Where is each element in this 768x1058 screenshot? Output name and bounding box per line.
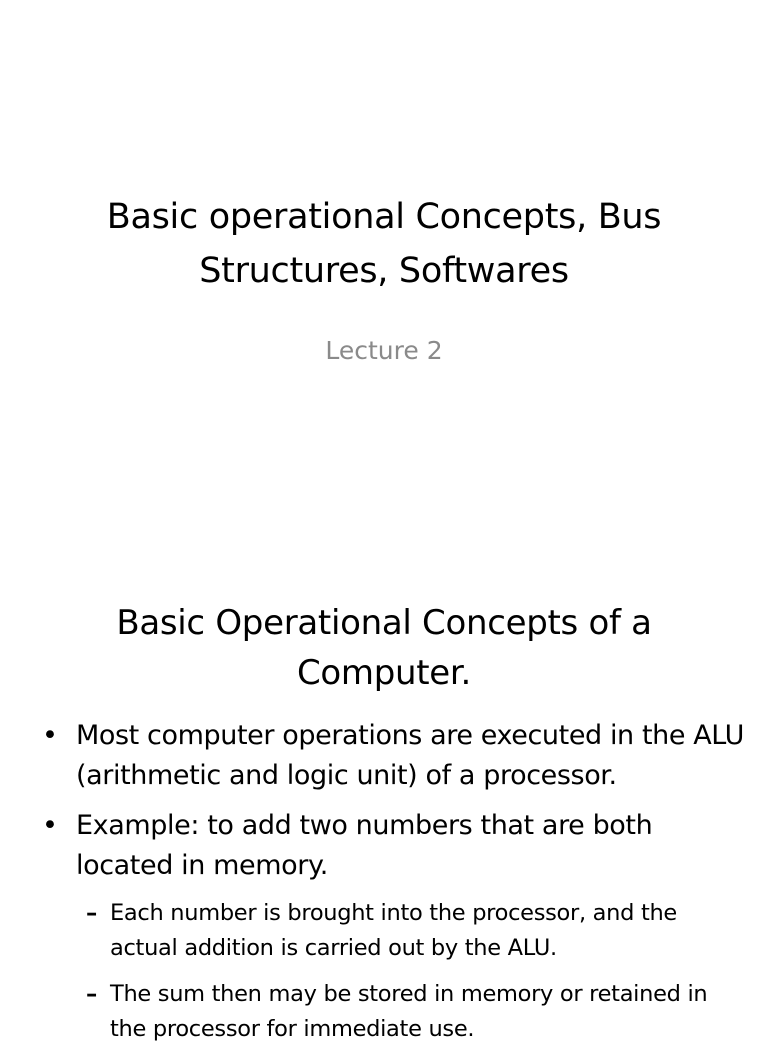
- sub-bullet-text: The sum then may be stored in memory or retained in the processor for immediate use.: [110, 981, 708, 1042]
- dash-icon: –: [86, 981, 97, 1007]
- bullet-icon: •: [42, 720, 58, 751]
- bullet-item: [0, 806, 768, 886]
- bullet-list: [0, 716, 768, 1058]
- sub-bullet-item: [0, 896, 768, 966]
- bullet-text: Example: to add two numbers that are both located in memory.: [76, 810, 653, 881]
- slide-subtitle: Lecture 2: [325, 336, 443, 365]
- dash-icon: –: [86, 900, 97, 926]
- sub-bullet-text: Each number is brought into the processor, and the actual addition is carried out by the ALU.: [110, 900, 677, 961]
- bullet-item: [0, 716, 768, 796]
- slide-title: Basic Operational Concepts of a Computer.: [116, 603, 652, 693]
- bullet-text: Most computer operations are executed in the ALU (arithmetic and logic unit) of a processor.: [76, 720, 744, 791]
- sub-bullet-item: [0, 977, 768, 1047]
- slide-title: Basic operational Concepts, Bus Structures, Softwares: [106, 197, 662, 291]
- bullet-icon: •: [42, 810, 58, 841]
- content-slide: [0, 576, 768, 1042]
